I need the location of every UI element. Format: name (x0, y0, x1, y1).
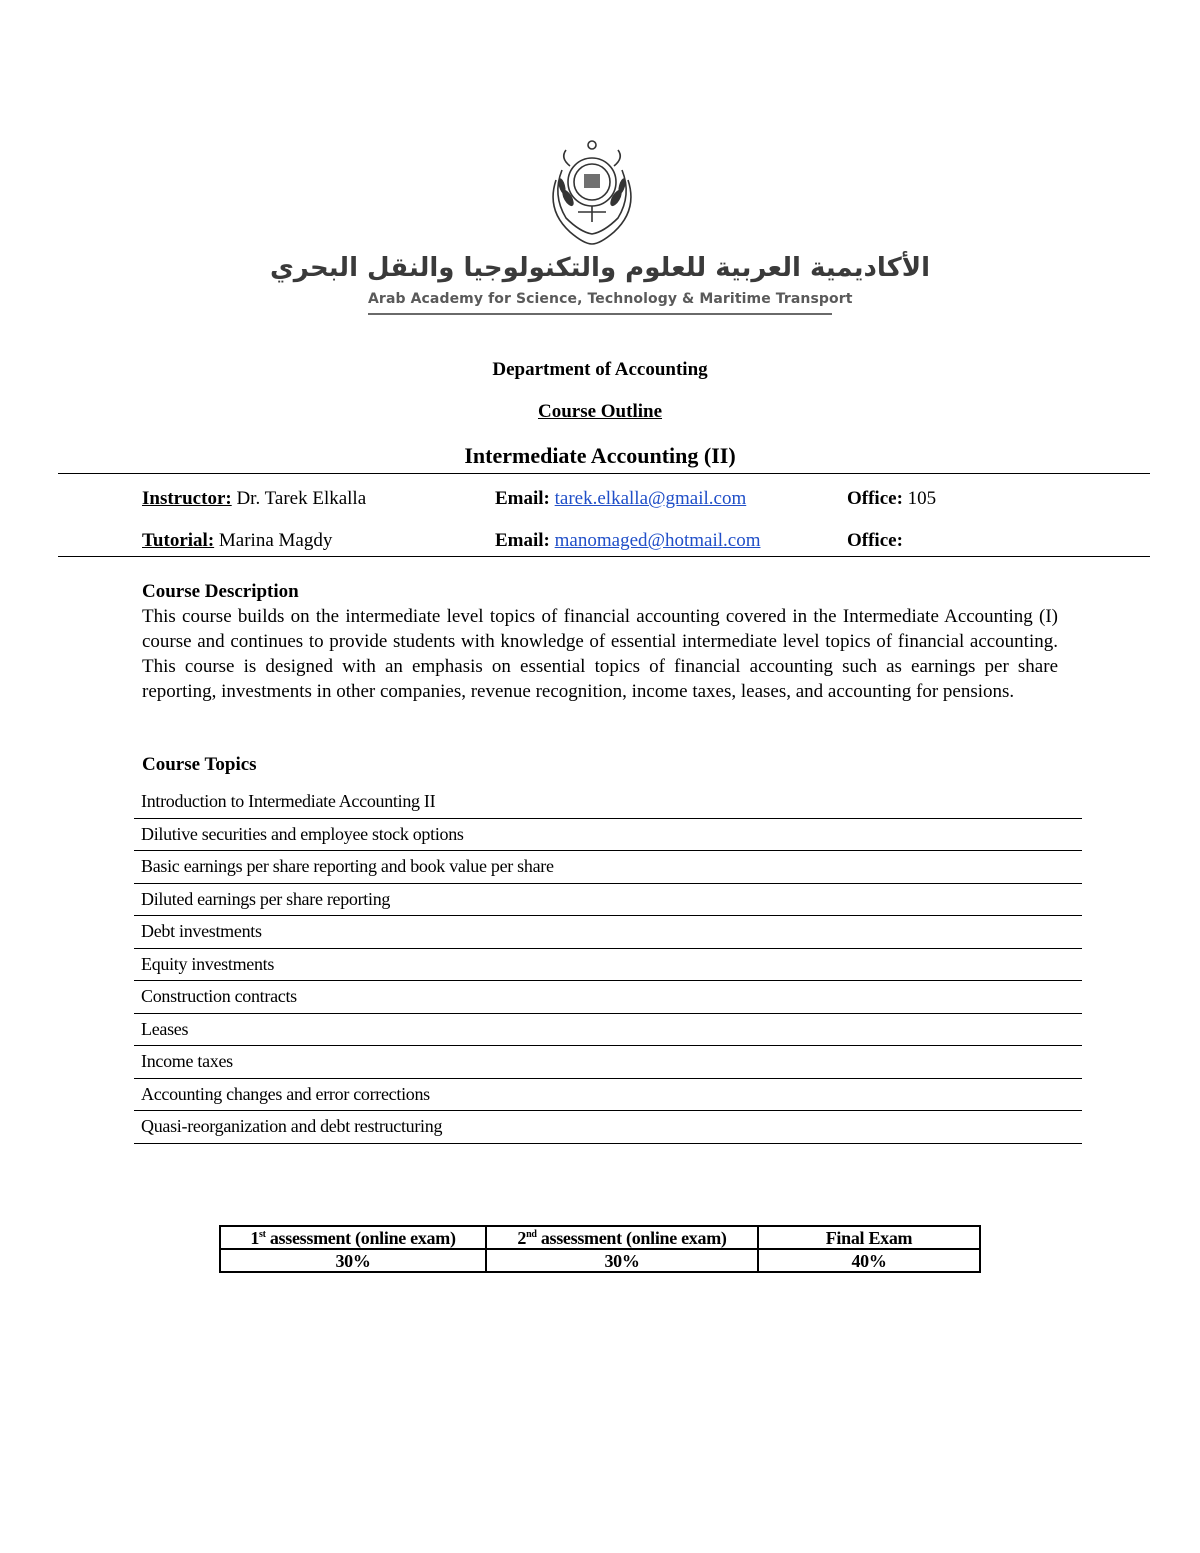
instructor-cell (142, 488, 366, 510)
instructor-office-cell (847, 488, 936, 510)
svg-text:الأكاديمية العربية للعلوم والت: الأكاديمية العربية للعلوم والتكنولوجيا والنقل البحري (269, 253, 931, 283)
academy-emblem-icon (540, 140, 644, 252)
tutorial-email-link[interactable]: manomaged@hotmail.com (554, 530, 761, 551)
academy-arabic-name-logotype (269, 250, 931, 284)
topic-item: Debt investments (134, 916, 1082, 949)
instructor-name: Dr. Tarek Elkalla (236, 488, 367, 509)
bottom-divider (58, 556, 1150, 557)
tutorial-label: Tutorial: (142, 530, 215, 551)
instructor-label: Instructor: (142, 488, 232, 509)
assessment-weight-cell: 30% (220, 1249, 486, 1272)
instructor-email-label: Email: (495, 488, 550, 509)
assessment-weight-cell: 30% (486, 1249, 758, 1272)
topics-list (134, 786, 1082, 1144)
topic-item: Introduction to Intermediate Accounting II (134, 786, 1082, 819)
logo-underline-divider (368, 313, 832, 315)
course-title: Intermediate Accounting (II) (464, 443, 736, 468)
topic-item: Construction contracts (134, 981, 1082, 1014)
assessment-weight-cell: 40% (758, 1249, 980, 1272)
document-type-label: Course Outline (537, 401, 663, 422)
topic-item: Quasi-reorganization and debt restructuring (134, 1111, 1082, 1144)
assessment-header-cell: 1st assessment (online exam) (220, 1226, 486, 1249)
topic-item: Dilutive securities and employee stock options (134, 819, 1082, 852)
tutorial-cell (142, 530, 332, 552)
topic-item: Diluted earnings per share reporting (134, 884, 1082, 917)
instructor-office-value: 105 (907, 488, 937, 509)
document-type-title (0, 401, 1200, 423)
tutorial-email-label: Email: (495, 530, 550, 551)
instructor-email-cell (495, 488, 746, 510)
assessment-header-cell: 2nd assessment (online exam) (486, 1226, 758, 1249)
description-heading: Course Description (142, 581, 299, 602)
topic-item: Leases (134, 1014, 1082, 1047)
topics-heading: Course Topics (142, 754, 257, 775)
tutorial-office-label: Office: (847, 530, 903, 551)
topic-item: Income taxes (134, 1046, 1082, 1079)
assessment-header-cell: Final Exam (758, 1226, 980, 1249)
topic-item: Basic earnings per share reporting and book value per share (134, 851, 1082, 884)
top-divider (58, 473, 1150, 474)
topic-item: Accounting changes and error corrections (134, 1079, 1082, 1112)
instructor-email-link[interactable]: tarek.elkalla@gmail.com (554, 488, 747, 509)
tutorial-name: Marina Magdy (218, 530, 333, 551)
description-text: This course builds on the intermediate level topics of financial accounting covered in the Intermediate Accounting (I) course and continues to provide students with knowledge of essential intermediate level topics of financial accounting. This course is designed with an emphasis on essential topics of financial accounting such as earnings per share reporting, investments in other companies, revenue recognition, income taxes, leases, and accounting for pensions. (142, 606, 1058, 702)
academy-english-name: Arab Academy for Science, Technology & Maritime Transport (368, 291, 853, 307)
assessment-header-row (220, 1226, 980, 1249)
topic-item: Equity investments (134, 949, 1082, 982)
tutorial-office-cell (847, 530, 903, 552)
assessment-weight-row (220, 1249, 980, 1272)
instructor-office-label: Office: (847, 488, 903, 509)
department-title: Department of Accounting (492, 359, 708, 380)
tutorial-email-cell (495, 530, 761, 552)
assessment-table (219, 1225, 981, 1273)
